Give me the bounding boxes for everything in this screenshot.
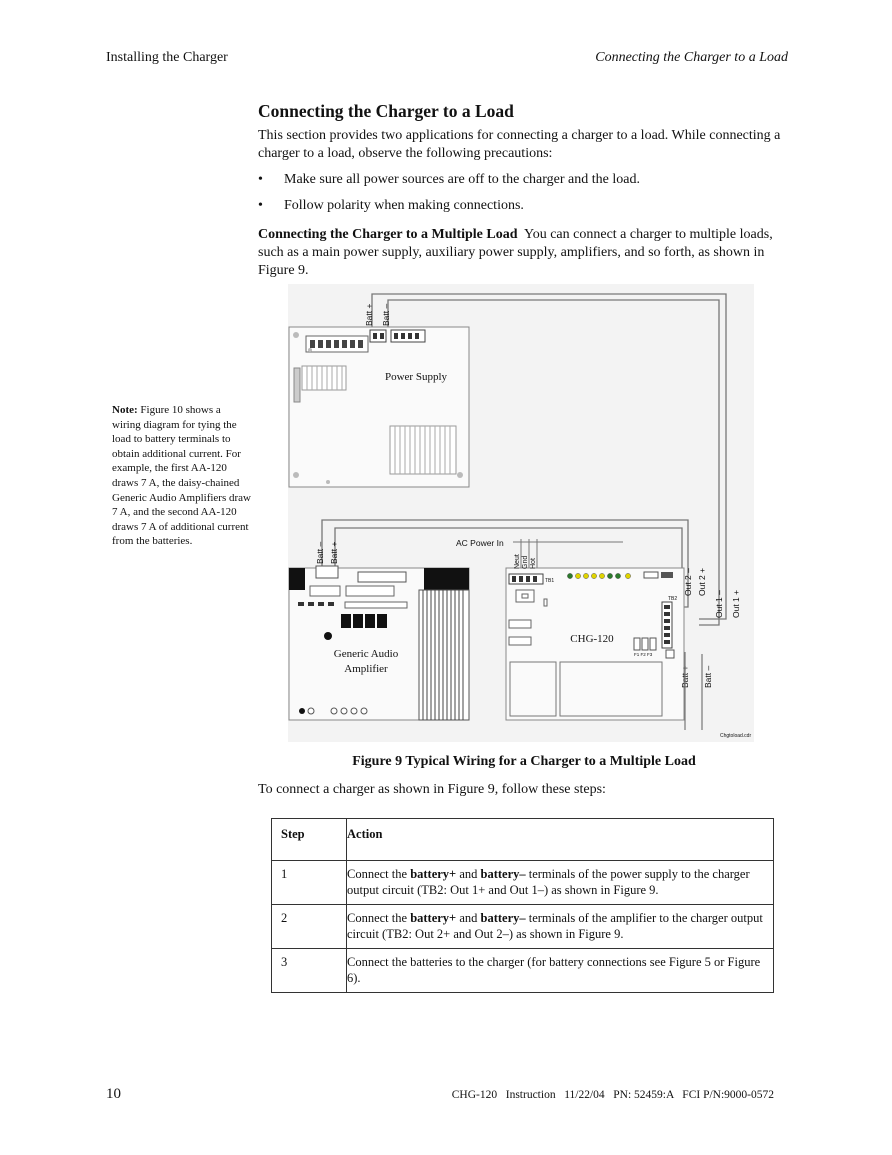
power-supply-label: Power Supply — [384, 371, 448, 383]
power-supply-board — [289, 327, 469, 487]
column-header-step: Step — [272, 819, 347, 861]
out1-plus-label: Out 1 + — [731, 589, 741, 618]
side-note — [112, 403, 252, 549]
steps-table — [271, 818, 774, 993]
column-header-action: Action — [347, 819, 774, 861]
figure-caption: Figure 9 Typical Wiring for a Charger to a Multiple Load — [352, 754, 696, 769]
page-number: 10 — [106, 1086, 121, 1102]
file-name: Chgtoload.cdr — [720, 733, 752, 739]
intro-paragraph: This section provides two applications for connecting a charger to a load. While connecting a charger to a load, observe the following precautions: — [258, 128, 781, 161]
precaution-text: Follow polarity when making connections. — [284, 198, 524, 213]
section-title: Connecting the Charger to a Load — [258, 101, 514, 121]
out1-minus-label: Out 1 – — [714, 590, 724, 618]
table-row — [272, 861, 774, 905]
ac-terminal-neut: Neut — [514, 554, 521, 569]
table-row — [272, 905, 774, 949]
note-label: Note: — [112, 404, 138, 416]
charger-label: CHG-120 — [570, 633, 614, 645]
out2-minus-label: Out 2 – — [683, 568, 693, 596]
chg-batt-minus-label: Batt – — [703, 665, 713, 688]
chg-batt-plus-label: Batt + — [680, 665, 690, 688]
table-row — [272, 949, 774, 993]
bullet-icon: • — [258, 172, 263, 187]
step-number: 2 — [272, 905, 347, 949]
amp-batt-minus-label: Batt – — [315, 541, 325, 564]
steps-intro: To connect a charger as shown in Figure 9, follow these steps: — [258, 782, 606, 797]
step-action: Connect the battery+ and battery– terminals of the power supply to the charger output circuit (TB2: Out 1+ and Out 1–) as shown in Figure 9. — [347, 861, 774, 905]
step-number: 1 — [272, 861, 347, 905]
step-number: 3 — [272, 949, 347, 993]
step-action: Connect the battery+ and battery– terminals of the amplifier to the charger output circuit (TB2: Out 2+ and Out 2–) as shown in Figure 9. — [347, 905, 774, 949]
ac-terminal-hot: Hot — [530, 558, 537, 569]
bullet-icon: • — [258, 198, 263, 213]
subheading: Connecting the Charger to a Multiple Load — [258, 227, 518, 242]
multiple-load-paragraph — [258, 226, 790, 280]
ps-batt-plus-label: Batt + — [364, 303, 374, 326]
wiring-diagram — [288, 284, 754, 742]
multiple-load-text: You can connect a charger to multiple loads, such as a main power supply, auxiliary power supply, amplifiers, and so forth, as shown in Figure 9. — [258, 227, 773, 278]
amplifier-label-line1: Generic Audio — [333, 648, 399, 660]
amplifier-board — [289, 566, 469, 720]
charger-board — [506, 568, 684, 720]
tb2-label: TB2 — [668, 596, 678, 602]
footer-document-id: CHG-120 Instruction 11/22/04 PN: 52459:A FCI P/N:9000-0572 — [451, 1089, 774, 1101]
ac-power-label: AC Power In — [456, 538, 504, 548]
amp-batt-plus-label: Batt + — [329, 541, 339, 564]
ps-batt-minus-label: Batt – — [381, 303, 391, 326]
note-text: Figure 10 shows a wiring diagram for tying the load to battery terminals to obtain additional current. For example, the first AA-120 draws 7 A, the daisy-chained Generic Audio Amplifiers draw 7 A, and the second AA-120 draws 7 A of additional current from the batteries. — [112, 404, 251, 548]
running-header-right: Connecting the Charger to a Load — [595, 50, 788, 65]
out2-plus-label: Out 2 + — [697, 567, 707, 596]
tb1-label: TB1 — [545, 578, 555, 584]
fuse-labels: F1 F2 F3 — [634, 652, 653, 657]
running-header-left: Installing the Charger — [106, 50, 228, 65]
ac-terminal-gnd: Gnd — [522, 555, 529, 569]
table-header-row — [272, 819, 774, 861]
step-action: Connect the batteries to the charger (for battery connections see Figure 5 or Figure 6). — [347, 949, 774, 993]
precaution-text: Make sure all power sources are off to the charger and the load. — [284, 172, 640, 187]
amplifier-label-line2: Amplifier — [344, 663, 388, 675]
